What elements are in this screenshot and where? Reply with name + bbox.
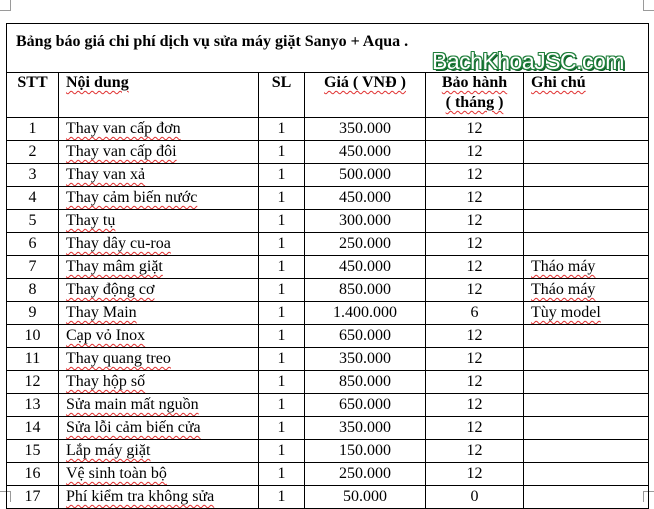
cell-ghi-chu (524, 210, 649, 233)
cell-gia-text: 850.000 (339, 373, 391, 390)
cell-gia-text: 850.000 (339, 281, 391, 298)
header-ghi-chu (524, 73, 649, 118)
cell-ghi-chu (524, 325, 649, 348)
cell-ghi-chu (524, 486, 649, 509)
cell-bao-hanh-text: 12 (466, 419, 483, 436)
cell-noi-dung (59, 417, 259, 440)
table-row (7, 486, 649, 509)
header-bao-hanh-label: Bảo hành (441, 74, 508, 91)
cell-noi-dung-text: Lắp máy giặt (66, 442, 151, 459)
cell-stt-text: 11 (24, 350, 41, 367)
cell-bao-hanh-text: 12 (466, 120, 483, 137)
page-corner-mark (0, 0, 11, 11)
cell-gia (305, 118, 426, 141)
cell-noi-dung-text: Phí kiểm tra không sửa (66, 488, 215, 505)
cell-stt-text: 7 (28, 258, 37, 275)
cell-noi-dung (59, 279, 259, 302)
cell-noi-dung-text: Thay cảm biến nước (66, 189, 198, 206)
cell-stt-text: 12 (24, 373, 41, 390)
cell-noi-dung-text: Thay quang treo (66, 350, 171, 367)
cell-gia (305, 256, 426, 279)
header-stt: STT (7, 73, 59, 118)
cell-ghi-chu (524, 256, 649, 279)
cell-gia (305, 141, 426, 164)
cell-bao-hanh-text: 12 (466, 166, 483, 183)
cell-bao-hanh (426, 486, 524, 509)
table-row (7, 164, 649, 187)
cell-sl (259, 325, 305, 348)
cell-sl-text: 1 (277, 304, 286, 321)
cell-ghi-chu (524, 348, 649, 371)
cell-sl-text: 1 (277, 258, 286, 275)
cell-sl-text: 1 (277, 120, 286, 137)
cell-noi-dung-text: Cạp vỏ Inox (66, 327, 146, 344)
cell-gia-text: 650.000 (339, 327, 391, 344)
cell-noi-dung (59, 394, 259, 417)
cell-stt (7, 463, 59, 486)
cell-stt (7, 348, 59, 371)
cell-ghi-chu-text: Tháo máy (531, 281, 596, 298)
cell-gia (305, 164, 426, 187)
cell-stt (7, 256, 59, 279)
cell-sl-text: 1 (277, 166, 286, 183)
cell-bao-hanh-text: 12 (466, 465, 483, 482)
table-row (7, 187, 649, 210)
cell-ghi-chu (524, 371, 649, 394)
cell-stt (7, 187, 59, 210)
cell-sl (259, 394, 305, 417)
cell-ghi-chu-text: Tháo máy (531, 258, 596, 275)
cell-noi-dung-text: Thay hộp số (66, 373, 146, 390)
table-row (7, 210, 649, 233)
cell-bao-hanh-text: 12 (466, 327, 483, 344)
header-ghi-chu-label: Ghi chú (531, 74, 586, 91)
cell-ghi-chu (524, 440, 649, 463)
cell-sl-text: 1 (277, 488, 286, 505)
cell-noi-dung (59, 440, 259, 463)
cell-sl (259, 164, 305, 187)
cell-gia (305, 325, 426, 348)
cell-bao-hanh-text: 0 (470, 488, 479, 505)
cell-sl-text: 1 (277, 235, 286, 252)
cell-stt-text: 6 (28, 235, 37, 252)
cell-bao-hanh (426, 256, 524, 279)
cell-bao-hanh (426, 210, 524, 233)
cell-noi-dung-text: Thay dây cu-roa (66, 235, 171, 252)
cell-noi-dung (59, 371, 259, 394)
cell-stt (7, 233, 59, 256)
cell-ghi-chu (524, 279, 649, 302)
table-row (7, 325, 649, 348)
cell-noi-dung (59, 187, 259, 210)
cell-noi-dung (59, 302, 259, 325)
cell-stt-text: 15 (24, 442, 41, 459)
cell-stt-text: 14 (24, 419, 41, 436)
header-bao-hanh (426, 73, 524, 118)
cell-gia-text: 300.000 (339, 212, 391, 229)
cell-gia (305, 417, 426, 440)
cell-sl (259, 141, 305, 164)
cell-bao-hanh (426, 279, 524, 302)
cell-bao-hanh (426, 302, 524, 325)
price-table (6, 72, 649, 509)
cell-stt (7, 279, 59, 302)
cell-noi-dung (59, 463, 259, 486)
cell-stt-text: 3 (28, 166, 37, 183)
cell-noi-dung (59, 141, 259, 164)
cell-noi-dung (59, 348, 259, 371)
cell-bao-hanh-text: 12 (466, 281, 483, 298)
header-bao-hanh-unit: ( tháng ) (445, 94, 504, 111)
cell-bao-hanh (426, 187, 524, 210)
table-row (7, 348, 649, 371)
cell-stt (7, 371, 59, 394)
cell-bao-hanh-text: 12 (466, 258, 483, 275)
cell-gia-text: 150.000 (339, 442, 391, 459)
cell-sl-text: 1 (277, 465, 286, 482)
cell-sl (259, 187, 305, 210)
cell-noi-dung (59, 486, 259, 509)
cell-bao-hanh-text: 12 (466, 373, 483, 390)
cell-gia-text: 350.000 (339, 350, 391, 367)
cell-bao-hanh-text: 12 (466, 143, 483, 160)
cell-gia (305, 371, 426, 394)
table-row (7, 279, 649, 302)
cell-bao-hanh (426, 233, 524, 256)
cell-bao-hanh-text: 12 (466, 442, 483, 459)
cell-sl-text: 1 (277, 373, 286, 390)
cell-stt (7, 417, 59, 440)
cell-sl-text: 1 (277, 419, 286, 436)
cell-sl-text: 1 (277, 281, 286, 298)
cell-bao-hanh-text: 12 (466, 396, 483, 413)
table-row (7, 256, 649, 279)
cell-noi-dung (59, 164, 259, 187)
cell-sl-text: 1 (277, 350, 286, 367)
cell-bao-hanh-text: 6 (470, 304, 479, 321)
table-row (7, 394, 649, 417)
cell-noi-dung-text: Thay mâm giặt (66, 258, 163, 275)
cell-sl-text: 1 (277, 327, 286, 344)
document-title: Bảng báo giá chi phí dịch vụ sửa máy giặt Sanyo + Aqua . (16, 33, 409, 50)
cell-ghi-chu (524, 164, 649, 187)
table-row (7, 463, 649, 486)
table-header-row (7, 73, 649, 118)
cell-bao-hanh-text: 12 (466, 212, 483, 229)
cell-stt-text: 1 (28, 120, 37, 137)
cell-gia (305, 394, 426, 417)
cell-stt (7, 325, 59, 348)
cell-gia (305, 279, 426, 302)
cell-bao-hanh (426, 371, 524, 394)
cell-gia (305, 210, 426, 233)
cell-stt (7, 302, 59, 325)
cell-ghi-chu (524, 394, 649, 417)
header-sl: SL (259, 73, 305, 118)
cell-gia (305, 187, 426, 210)
cell-bao-hanh (426, 394, 524, 417)
cell-ghi-chu (524, 118, 649, 141)
cell-sl (259, 233, 305, 256)
cell-ghi-chu-text: Tùy model (531, 304, 601, 321)
cell-bao-hanh (426, 348, 524, 371)
cell-bao-hanh (426, 141, 524, 164)
cell-stt (7, 118, 59, 141)
cell-noi-dung-text: Vệ sinh toàn bộ (66, 465, 167, 482)
cell-gia-text: 350.000 (339, 120, 391, 137)
table-row (7, 118, 649, 141)
cell-gia (305, 486, 426, 509)
cell-bao-hanh-text: 12 (466, 350, 483, 367)
cell-sl-text: 1 (277, 442, 286, 459)
cell-ghi-chu (524, 187, 649, 210)
cell-bao-hanh-text: 12 (466, 235, 483, 252)
cell-stt (7, 164, 59, 187)
cell-gia-text: 450.000 (339, 189, 391, 206)
cell-sl (259, 256, 305, 279)
cell-stt-text: 4 (28, 189, 37, 206)
cell-gia (305, 348, 426, 371)
cell-gia-text: 450.000 (339, 258, 391, 275)
cell-sl-text: 1 (277, 212, 286, 229)
cell-bao-hanh (426, 325, 524, 348)
cell-ghi-chu (524, 302, 649, 325)
cell-ghi-chu (524, 463, 649, 486)
cell-stt-text: 17 (24, 488, 41, 505)
cell-gia-text: 350.000 (339, 419, 391, 436)
cell-gia-text: 500.000 (339, 166, 391, 183)
table-body (7, 118, 649, 509)
cell-noi-dung-text: Thay van cấp đơn (66, 120, 181, 137)
cell-noi-dung (59, 210, 259, 233)
cell-sl (259, 371, 305, 394)
cell-sl-text: 1 (277, 396, 286, 413)
watermark-logo: BachKhoaJSC.com (432, 48, 624, 74)
cell-bao-hanh (426, 164, 524, 187)
cell-ghi-chu (524, 417, 649, 440)
cell-sl (259, 440, 305, 463)
cell-noi-dung-text: Thay Main (66, 304, 137, 321)
cell-bao-hanh (426, 118, 524, 141)
table-row (7, 440, 649, 463)
cell-gia-text: 450.000 (339, 143, 391, 160)
cell-noi-dung-text: Thay động cơ (66, 281, 155, 298)
cell-stt (7, 394, 59, 417)
cell-sl-text: 1 (277, 189, 286, 206)
header-gia (305, 73, 426, 118)
cell-sl-text: 1 (277, 143, 286, 160)
table-row (7, 371, 649, 394)
cell-sl (259, 486, 305, 509)
cell-gia (305, 463, 426, 486)
cell-sl (259, 279, 305, 302)
cell-noi-dung-text: Thay van cấp đôi (66, 143, 177, 160)
cell-stt (7, 141, 59, 164)
cell-noi-dung (59, 118, 259, 141)
header-gia-label: Giá ( VNĐ ) (324, 74, 406, 91)
cell-stt (7, 440, 59, 463)
table-row (7, 302, 649, 325)
cell-bao-hanh (426, 440, 524, 463)
cell-gia-text: 250.000 (339, 465, 391, 482)
cell-stt-text: 8 (28, 281, 37, 298)
cell-stt-text: 16 (24, 465, 41, 482)
header-noi-dung-label: Nội dung (66, 74, 129, 91)
cell-gia-text: 1.400.000 (333, 304, 397, 321)
cell-stt (7, 486, 59, 509)
table-row (7, 141, 649, 164)
cell-ghi-chu (524, 233, 649, 256)
cell-gia-text: 650.000 (339, 396, 391, 413)
cell-stt-text: 13 (24, 396, 41, 413)
cell-bao-hanh (426, 417, 524, 440)
cell-sl (259, 463, 305, 486)
cell-noi-dung-text: Thay tụ (66, 212, 116, 229)
cell-noi-dung-text: Sửa lỗi cảm biến cửa (66, 419, 201, 436)
cell-noi-dung (59, 325, 259, 348)
page-corner-mark (643, 0, 654, 11)
cell-stt-text: 2 (28, 143, 37, 160)
cell-sl (259, 118, 305, 141)
cell-noi-dung-text: Sửa main mất nguồn (66, 396, 199, 413)
cell-gia (305, 233, 426, 256)
table-row (7, 233, 649, 256)
cell-noi-dung (59, 233, 259, 256)
cell-stt (7, 210, 59, 233)
cell-bao-hanh (426, 463, 524, 486)
cell-sl (259, 417, 305, 440)
cell-ghi-chu (524, 141, 649, 164)
cell-stt-text: 9 (28, 304, 37, 321)
header-noi-dung (59, 73, 259, 118)
cell-sl (259, 302, 305, 325)
cell-gia (305, 302, 426, 325)
cell-sl (259, 348, 305, 371)
cell-gia (305, 440, 426, 463)
cell-sl (259, 210, 305, 233)
cell-bao-hanh-text: 12 (466, 189, 483, 206)
cell-gia-text: 50.000 (343, 488, 387, 505)
table-row (7, 417, 649, 440)
cell-noi-dung-text: Thay van xả (66, 166, 146, 183)
cell-noi-dung (59, 256, 259, 279)
cell-stt-text: 10 (24, 327, 41, 344)
cell-stt-text: 5 (28, 212, 37, 229)
cell-gia-text: 250.000 (339, 235, 391, 252)
